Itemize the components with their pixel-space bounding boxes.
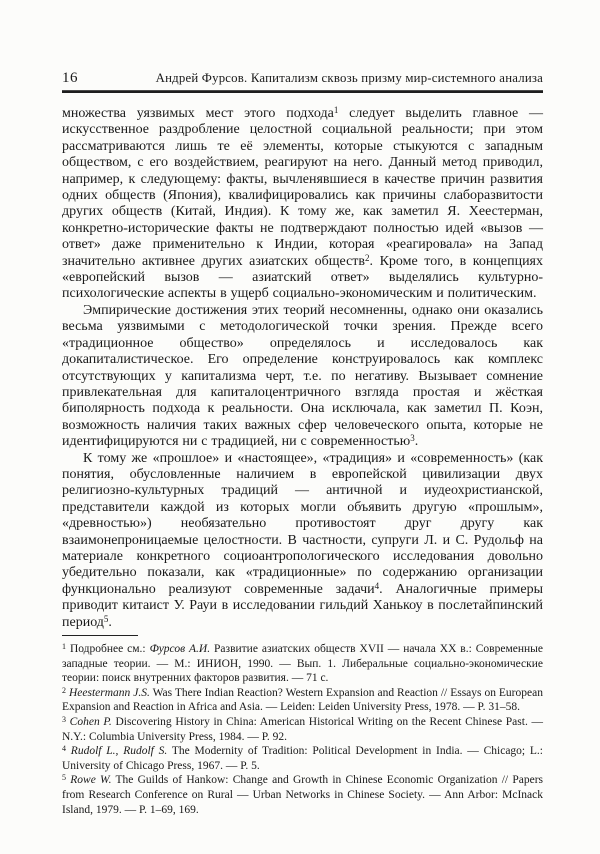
footnote-author-1: Фурсов А.И.	[149, 643, 211, 655]
footnote-4	[62, 744, 543, 773]
page-number: 16	[62, 70, 78, 86]
footnote-author-4: Rudolf L., Rudolf S.	[70, 745, 168, 758]
header-rule	[62, 90, 543, 93]
footnote-3	[62, 715, 543, 744]
footnote-marker-5: 5	[62, 773, 66, 783]
footnote-author-3: Cohen P.	[69, 715, 112, 728]
footnote-marker-1: 1	[62, 642, 66, 651]
footnote-author-5: Rowe W.	[70, 774, 112, 787]
footnote-text: Развитие азиатских обществ XVII — начала XX в.: Современные западные теории. — М.: ИНИОН, 1990. — Вып. 1. Либеральные социально-экономические теории: поиск внутренних факторов развития. — 71 с.	[62, 643, 543, 685]
footnotes-section	[62, 635, 543, 817]
page-header	[62, 70, 543, 93]
footnote-5	[62, 773, 543, 817]
paragraph-text: .	[414, 434, 419, 450]
paragraph-2	[62, 303, 543, 451]
page-body	[62, 106, 543, 631]
footnote-ref-4: 4	[374, 580, 380, 591]
paragraph-text: .	[108, 614, 112, 630]
running-head-row	[62, 70, 543, 90]
paragraph-text: множества уязвимых мест этого подхода	[62, 106, 334, 121]
footnote-ref-1: 1	[333, 105, 339, 115]
footnote-1	[62, 642, 543, 686]
footnote-text: Was There Indian Reaction? Western Expansion and Reaction // Essays on European Expansion and Reaction in Africa and Asia. — Leiden: Leiden University Press, 1978. — P. 31–58.	[62, 686, 543, 714]
paragraph-text: . Кроме того, в концепциях «европейский вызов — азиатский ответ» выделялись культурно-психологические аспекты в ущерб социально-экономическим и политическим.	[62, 253, 543, 302]
footnote-text: The Guilds of Hankow: Change and Growth in Chinese Economic Organization // Papers from Research Conference on Rural — Urban Networks in Chinese Society. — Ann Arbor: McInack Island, 1979. — P. 1–69, 169.	[62, 774, 544, 816]
paragraph-text: К тому же «прошлое» и «настоящее», «традиция» и «современность» (как понятия, обусловленные наличием в европейской цивилизации двух религиозно-культурных традиций — античной и иудеохристианской, представители каждой из которых могли объявить другую «прошлым», «древностью») необязательно противостоят друг другу как взаимонепроницаемые целостности. В частности, супруги Л. и С. Рудольф на материале конкретного социоантропологического исследования довольно убедительно показали, как «традиционные» по содержанию организации функционально реализуют современные задачи	[62, 450, 543, 597]
footnotes-separator	[62, 635, 138, 636]
paragraph-text: следует выделить главное — искусственное раздробление целостной социальной реальности; при этом рассматриваются лишь те её элементы, которые стыкуются с западным обществом, с его воздействием, реагируют на него. Данный метод приводил, например, к следующему: факты, вычленявшиеся в качестве причин развития одних обществ (Япония), квалифицировались как причины слаборазвитости других обществ (Китай, Индия). К тому же, как заметил Я. Хеестерман, конкретно-исторические факты не подтверждают полностью идей «вызов — ответ» даже применительно к Индии, которая «реагировала» на Запад значительно активнее других азиатских обществ	[62, 106, 543, 269]
paragraph-text: . Аналогичные примеры приводит китаист У. Рауи в исследовании гильдий Ханькоу в послетайпинский период	[62, 581, 544, 630]
footnote-marker-2: 2	[62, 685, 66, 695]
footnote-marker-4: 4	[62, 744, 66, 754]
footnote-ref-2: 2	[365, 252, 370, 263]
footnote-ref-3: 3	[410, 433, 415, 444]
footnote-pre: Подробнее см.:	[66, 643, 150, 655]
paragraph-1	[62, 106, 543, 303]
footnote-text: Discovering History in China: American Historical Writing on the Recent Chinese Past. — N.Y.: Columbia University Press, 1984. — P. 92.	[62, 715, 543, 743]
footnote-author-2: Heestermann J.S.	[68, 686, 150, 699]
paragraph-3	[62, 451, 543, 631]
footnote-text: The Modernity of Tradition: Political Development in India. — Chicago; L.: University of Chicago Press, 1967. — P. 5.	[62, 745, 544, 772]
footnote-2	[62, 686, 543, 715]
paragraph-text: Эмпирические достижения этих теорий несомненны, однако они оказались весьма уязвимыми с методологической точки зрения. Прежде всего «традиционное общество» определялось и исследовалось как докапиталистическое. Его определение конструировалось как комплекс отсутствующих у капитализма черт, т.е. по негативу. Вызывает сомнение привлекательная для капиталоцентричного взгляда простая и жёсткая биполярность подхода к реальности. Она исключала, как заметил П. Коэн, возможность наличия таких важных сфер человеческого опыта, которые не идентифицируются ни с традицией, ни с современностью	[62, 302, 543, 450]
running-title: Андрей Фурсов. Капитализм сквозь призму мир-системного анализа	[155, 71, 543, 85]
footnote-ref-5: 5	[103, 613, 109, 624]
footnote-marker-3: 3	[62, 714, 66, 724]
